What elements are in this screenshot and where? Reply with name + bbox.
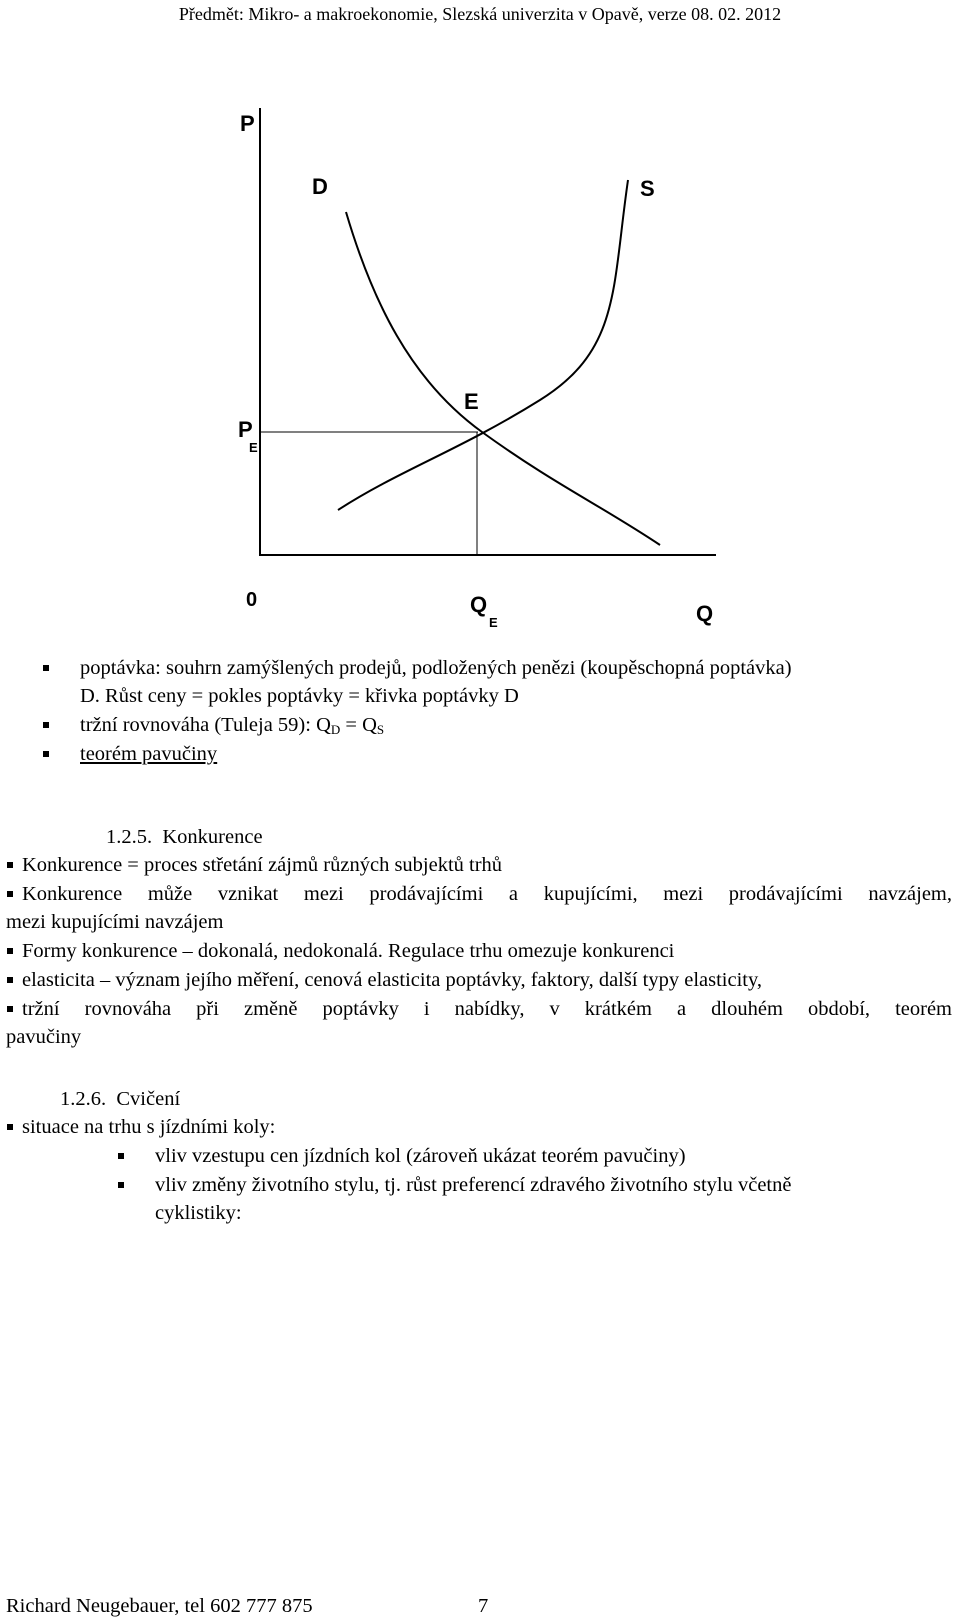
list-text: Konkurence může vznikat mezi prodávajícími a kupujícími, mezi prodávajícími navzájem, (22, 883, 952, 905)
bullet-square-icon (118, 1153, 124, 1159)
list-item (80, 711, 384, 739)
page-footer (6, 1593, 489, 1619)
list-item (22, 966, 762, 994)
bullet-square-icon (43, 722, 49, 728)
list-item (80, 740, 217, 768)
sub-list-item-continuation (155, 1199, 242, 1227)
list-item (22, 880, 952, 908)
price-label-pe: P (238, 417, 253, 442)
bullet-square-icon (7, 1006, 13, 1012)
list-text: mezi kupujícími navzájem (6, 911, 224, 933)
subscript: S (376, 722, 385, 737)
origin-label: 0 (246, 589, 258, 611)
list-item (80, 654, 792, 682)
supply-curve-s (338, 180, 628, 510)
bullet-square-icon (7, 1124, 13, 1130)
list-text: vliv vzestupu cen jízdních kol (zároveň ukázat teorém pavučiny) (155, 1145, 686, 1167)
list-text: elasticita – význam jejího měření, cenová elasticita poptávky, faktory, další typy elasticity, (22, 969, 763, 991)
supply-demand-diagram (0, 0, 960, 640)
equilibrium-label-e: E (464, 389, 479, 414)
list-text: Konkurence = proces střetání zájmů různých subjektů trhů (22, 854, 503, 876)
footer-author: Richard Neugebauer, tel 602 777 875 (6, 1595, 313, 1617)
demand-curve-d (346, 212, 660, 545)
curve-label-d: D (312, 174, 328, 199)
bullet-square-icon (7, 862, 13, 868)
sub-list-item (155, 1171, 791, 1199)
sub-list-item (155, 1142, 686, 1170)
list-item-continuation (80, 682, 519, 710)
list-text: poptávka: souhrn zamýšlených prodejů, podložených penězi (koupěschopná poptávka) (80, 657, 792, 679)
page-header: Předmět: Mikro- a makroekonomie, Slezská univerzita v Opavě, verze 08. 02. 2012 (178, 4, 782, 24)
quantity-label-qe: Q (470, 592, 488, 617)
list-text: pavučiny (6, 1026, 82, 1048)
list-text: D. Růst ceny = pokles poptávky = křivka poptávky D (80, 685, 519, 707)
list-text: situace na trhu s jízdními koly: (22, 1116, 276, 1138)
curve-label-s: S (640, 176, 655, 201)
quantity-label-qe-sub: E (489, 615, 498, 630)
bullet-square-icon (43, 665, 49, 671)
bullet-square-icon (7, 891, 13, 897)
list-text: vliv změny životního stylu, tj. růst preferencí zdravého životního stylu včetně (155, 1174, 792, 1196)
bullet-square-icon (43, 751, 49, 757)
list-text: = Q (340, 714, 377, 736)
list-item-continuation (6, 908, 223, 936)
list-item (22, 937, 674, 965)
list-text: tržní rovnováha (Tuleja 59): Q (80, 714, 331, 736)
list-item-continuation (6, 1023, 81, 1051)
bullet-square-icon (118, 1182, 124, 1188)
link-teorem-pavuciny[interactable]: teorém pavučiny (80, 743, 218, 765)
list-item (22, 1113, 275, 1141)
axis-label-p: P (240, 111, 255, 136)
price-label-pe-sub: E (249, 440, 258, 455)
list-text: cyklistiky: (155, 1202, 242, 1224)
bullet-square-icon (7, 977, 13, 983)
list-text: tržní rovnováha při změně poptávky i nabídky, v krátkém a dlouhém období, teorém (22, 998, 952, 1020)
page-number: 7 (478, 1595, 489, 1617)
list-item (22, 995, 952, 1023)
section-heading: 1.2.5. Konkurence (106, 826, 263, 848)
bullet-square-icon (7, 948, 13, 954)
section-heading: 1.2.6. Cvičení (60, 1088, 181, 1110)
subscript: D (330, 722, 341, 737)
list-text: Formy konkurence – dokonalá, nedokonalá. Regulace trhu omezuje konkurenci (22, 940, 675, 962)
axis-label-q: Q (696, 601, 714, 626)
list-item (22, 851, 502, 879)
